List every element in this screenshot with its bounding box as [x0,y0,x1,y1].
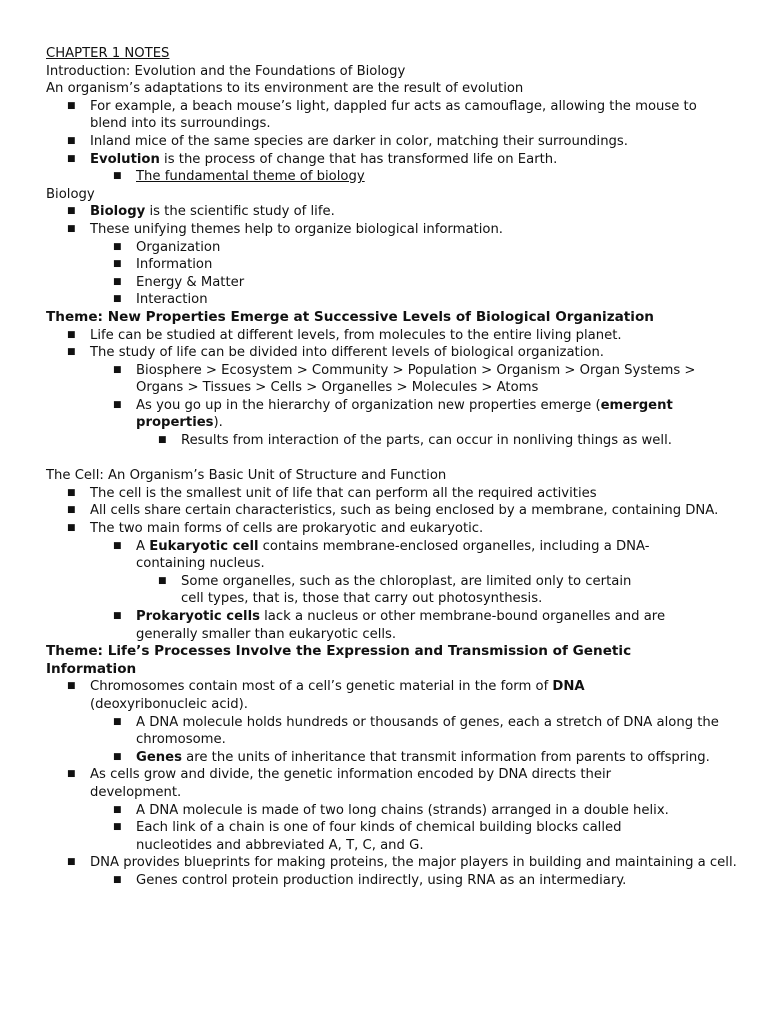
list-item: ■ Energy & Matter [113,274,245,290]
square-bullet-icon: ■ [113,241,122,252]
list-item: ■ The study of life can be divided into different levels of biological organization. [67,345,604,361]
list-item: ■ As you go up in the hierarchy of organization new properties emerge (emergent properties). [113,397,673,431]
square-bullet-icon: ■ [113,611,122,621]
square-bullet-icon: ■ [67,347,76,358]
chapter-title: CHAPTER 1 NOTES [46,46,170,61]
list-item: ■ Biosphere > Ecosystem > Community > Population > Organism > Organ Systems > Organs > Tissues > Cells > Organelles > Molecules > Atoms [113,362,696,396]
list-item: ■ Each link of a chain is one of four kinds of chemical building blocks called nucleotides and abbreviated A, T, C, and G. [113,820,622,853]
square-bullet-icon: ■ [113,364,122,375]
theme2-heading: Theme: Life’s Processes Involve the Expression and Transmission of Genetic Information [46,643,632,677]
list-item: ■ DNA provides blueprints for making proteins, the major players in building and maintaining a cell. [67,855,737,871]
blank-line [46,450,736,468]
list-item: ■ For example, a beach mouse’s light, dappled fur acts as camouflage, allowing the mouse to blend into its surroundings. [67,98,697,132]
biology-heading: Biology [46,186,95,202]
list-item: ■ Evolution is the process of change that has transformed life on Earth. [67,151,558,167]
square-bullet-icon: ■ [67,100,76,111]
intro-heading: Introduction: Evolution and the Foundations of Biology [46,63,406,79]
square-bullet-icon: ■ [67,505,76,516]
list-item: ■ Organization [113,239,221,255]
square-bullet-icon: ■ [158,435,167,446]
list-item: ■ Inland mice of the same species are darker in color, matching their surroundings. [67,133,628,149]
list-item: ■ As cells grow and divide, the genetic information encoded by DNA directs their development. [67,767,612,800]
square-bullet-icon: ■ [113,259,122,270]
square-bullet-icon: ■ [158,575,167,586]
square-bullet-icon: ■ [67,857,76,868]
square-bullet-icon: ■ [113,874,122,885]
square-bullet-icon: ■ [67,223,76,234]
list-item: ■ The fundamental theme of biology [113,169,365,185]
list-item: ■ These unifying themes help to organize biological information. [67,221,503,237]
square-bullet-icon: ■ [113,716,122,727]
list-item: ■ A DNA molecule holds hundreds or thousands of genes, each a stretch of DNA along the chromosome. [113,714,719,748]
list-item: ■ Chromosomes contain most of a cell’s genetic material in the form of DNA (deoxyribonucleic acid). [67,679,585,712]
square-bullet-icon: ■ [113,540,122,551]
square-bullet-icon: ■ [67,681,76,692]
square-bullet-icon: ■ [67,487,76,498]
square-bullet-icon: ■ [113,294,122,305]
list-item: ■ The two main forms of cells are prokaryotic and eukaryotic. [67,521,484,537]
list-item: ■ Information [113,257,213,273]
list-item: ■ Biology is the scientific study of life. [67,204,335,220]
list-item: ■ The cell is the smallest unit of life that can perform all the required activities [67,485,597,501]
list-item: ■ Life can be studied at different levels, from molecules to the entire living planet. [67,327,622,343]
square-bullet-icon: ■ [67,523,76,534]
square-bullet-icon: ■ [67,329,76,340]
list-item: ■ All cells share certain characteristics, such as being enclosed by a membrane, containing DNA. [67,503,719,519]
square-bullet-icon: ■ [67,153,76,164]
square-bullet-icon: ■ [113,171,122,182]
intro-line: An organism’s adaptations to its environment are the result of evolution [46,81,524,97]
list-item: ■ Prokaryotic cells lack a nucleus or other membrane-bound organelles and are generally smaller than eukaryotic cells. [113,609,666,642]
square-bullet-icon: ■ [67,135,76,146]
list-item: ■ A Eukaryotic cell contains membrane-enclosed organelles, including a DNA-containing nucleus. [113,538,650,572]
list-item: ■ A DNA molecule is made of two long chains (strands) arranged in a double helix. [113,802,669,818]
square-bullet-icon: ■ [113,276,122,287]
list-item: ■ Results from interaction of the parts, can occur in nonliving things as well. [158,433,672,449]
list-item: ■ Genes control protein production indirectly, using RNA as an intermediary. [113,872,627,888]
cell-heading: The Cell: An Organism’s Basic Unit of Structure and Function [46,468,447,484]
list-item: ■ Some organelles, such as the chloroplast, are limited only to certain cell types, that is, those that carry out photosynthesis. [158,573,632,607]
square-bullet-icon: ■ [113,822,122,833]
list-item: ■ Interaction [113,292,208,308]
document-page [46,45,736,890]
square-bullet-icon: ■ [113,399,122,410]
square-bullet-icon: ■ [113,751,122,762]
square-bullet-icon: ■ [113,804,122,815]
square-bullet-icon: ■ [67,206,76,217]
square-bullet-icon: ■ [67,769,76,780]
list-item: ■ Genes are the units of inheritance that transmit information from parents to offspring. [113,749,710,765]
theme1-heading: Theme: New Properties Emerge at Successive Levels of Biological Organization [46,308,654,325]
